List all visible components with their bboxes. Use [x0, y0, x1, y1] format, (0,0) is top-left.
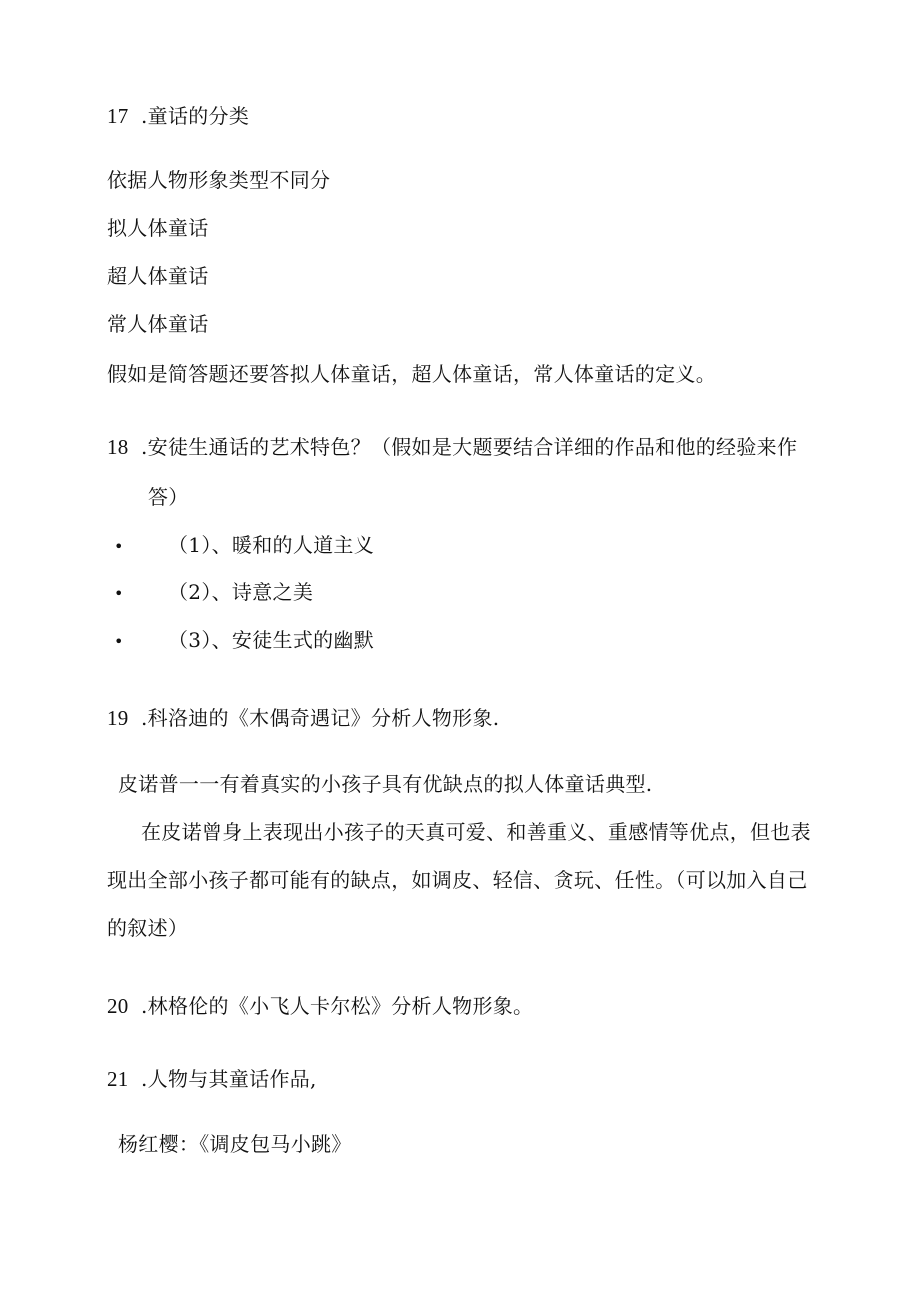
q21-heading: [107, 1065, 317, 1093]
q18-item: （1）、暖和的人道主义: [168, 533, 375, 557]
q19-paragraph-line: 在皮诺曾身上表现出小孩子的天真可爱、和善重义、重感情等优点，但也表: [141, 820, 811, 844]
q18-number: 18: [107, 435, 129, 459]
q18-item: （2）、诗意之美: [168, 580, 314, 604]
q19-paragraph-line: 的叙述）: [107, 916, 189, 940]
q18-title: .安徒生通话的艺术特色？（假如是大题要结合详细的作品和他的经验来作: [141, 435, 798, 459]
q18-item: （3）、安徒生式的幽默: [168, 628, 375, 652]
q18-heading: [107, 433, 797, 461]
bullet-icon: •: [114, 632, 124, 651]
q20-title: .林格伦的《小飞人卡尔松》分析人物形象。: [141, 994, 534, 1018]
q18-title-continuation: 答）: [148, 485, 189, 509]
q19-line: 皮诺普一一有着真实的小孩子具有优缺点的拟人体童话典型.: [118, 772, 653, 796]
q20-heading: [107, 992, 533, 1020]
q17-line: 依据人物形象类型不同分: [107, 168, 331, 192]
q21-number: 21: [107, 1067, 129, 1091]
q20-number: 20: [107, 994, 129, 1018]
q17-line: 常人体童话: [107, 312, 209, 336]
q17-line: 超人体童话: [107, 264, 209, 288]
q17-number: 17: [107, 104, 129, 128]
bullet-icon: •: [114, 537, 124, 556]
q17-note: 假如是简答题还要答拟人体童话，超人体童话，常人体童话的定义。: [107, 362, 716, 386]
bullet-icon: •: [114, 584, 124, 603]
q17-heading: [107, 102, 249, 130]
q19-number: 19: [107, 706, 129, 730]
q19-title: .科洛迪的《木偶奇遇记》分析人物形象.: [141, 706, 500, 730]
q19-heading: [107, 704, 499, 732]
q17-title: .童话的分类: [141, 104, 250, 128]
q17-line: 拟人体童话: [107, 216, 209, 240]
q19-paragraph-line: 现出全部小孩子都可能有的缺点，如调皮、轻信、贪玩、任性。（可以加入自己: [107, 868, 808, 892]
q21-line: 杨红樱：《调皮包马小跳》: [118, 1132, 352, 1156]
q21-title: .人物与其童话作品,: [141, 1067, 317, 1091]
